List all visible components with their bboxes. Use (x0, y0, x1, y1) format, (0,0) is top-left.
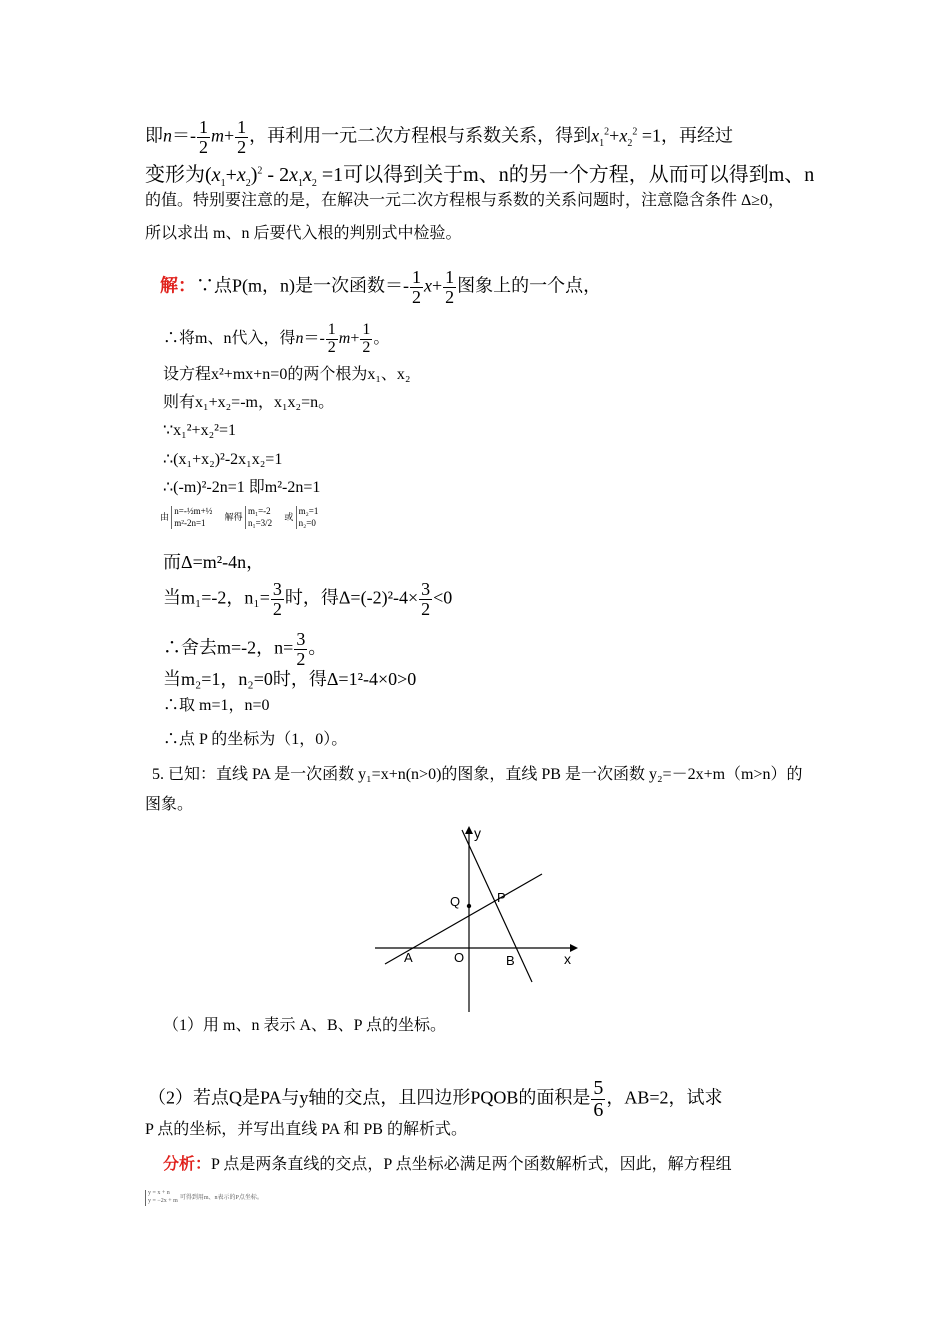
label-q: Q (450, 894, 461, 909)
x-axis-arrow-icon (570, 944, 578, 952)
problem5-analysis-tiny: y = x + n y = −2x + m 可得到用m、n表示的P点坐标。 (145, 1190, 263, 1206)
tiny-system: y = x + n y = −2x + m (145, 1190, 178, 1206)
problem5-line-2: 图象。 (145, 796, 194, 813)
problem5-part-1: （1）用 m、n 表示 A、B、P 点的坐标。 (163, 1017, 446, 1034)
solution-line-14: ∴点 P 的坐标为（1，0）。 (163, 731, 348, 748)
coordinate-figure (370, 822, 580, 1012)
analysis-line-1: 即n＝- $\frac{1}{2}$ m+ $\frac{1}{2}$ ，再利用一元二次方程根与系数关系，得到$x_1^2+x_2^2 =1$，再经过 (145, 117, 733, 157)
solution-line-8: 由 n=-½m+½ m²-2n=1 解得 m₁=-2 n₁=3/2 或 m₂=1 n₂=0 (160, 506, 319, 528)
solution-line-10: 当m₁=-2，n₁= $\frac{3}{2}$ 时，得Δ=(-2)²-4× $\frac{3}{2}$ <0 (163, 579, 453, 619)
label-y: y (474, 825, 481, 841)
label-p: P (497, 890, 506, 905)
system-3: m₂=1 n₂=0 (296, 506, 319, 529)
analysis-line-2: 变形为$(x_1+x_2)^2 - 2x_1x_2 =1$可以得到关于m、n的另一个方程，从而可以得到m、n (145, 164, 815, 189)
solution-line-9: 而Δ=m²-4n， (163, 552, 265, 572)
label-a: A (404, 950, 413, 965)
label-o: O (454, 950, 465, 965)
problem5-part-2-line-2: P 点的坐标，并写出直线 PA 和 PB 的解析式。 (145, 1121, 467, 1138)
problem5-part-2: （2）若点Q是PA与y轴的交点，且四边形PQOB的面积是 $\frac{5}{6}$ ，AB=2，试求 (148, 1077, 723, 1121)
solution-line-5: ∵x₁²+x₂²=1 (163, 422, 236, 439)
fraction-five-sixths: $\frac{5}{6}$ (593, 1077, 604, 1121)
problem5-analysis: 分析：P 点是两条直线的交点，P 点坐标必满足两个函数解析式，因此，解方程组 (163, 1156, 732, 1173)
solution-line-3: 设方程x²+mx+n=0的两个根为x₁、x₂ (163, 366, 411, 383)
solution-line-13: ∴取 m=1，n=0 (163, 697, 270, 714)
solution-line-12: 当m₂=1，n₂=0时，得Δ=1²-4×0>0 (163, 669, 417, 689)
problem5-line-1: 5. 已知：直线 PA 是一次函数 y₁=x+n(n>0)的图象，直线 PB 是一次函数 y₂=－2x+m（m>n）的 (152, 766, 803, 783)
solution-line-6: ∴(x₁+x₂)²-2x₁x₂=1 (163, 451, 283, 468)
label-b: B (506, 953, 515, 968)
y-axis-arrow-icon (465, 826, 473, 834)
system-1: n=-½m+½ m²-2n=1 (171, 506, 212, 529)
analysis-label: 分析： (163, 1156, 212, 1173)
solution-line-1: 解：∵点P(m，n)是一次函数＝- $\frac{1}{2}$ x+ $\frac{1}{2}$ 图象上的一个点， (160, 267, 602, 307)
point-q (467, 904, 471, 908)
label-x: x (564, 951, 571, 967)
fraction-half: $\frac{1}{2}$ (237, 117, 247, 157)
line-pb (462, 830, 532, 982)
solution-line-4: 则有x₁+x₂=-m，x₁x₂=n。 (163, 394, 335, 411)
system-2: m₁=-2 n₁=3/2 (245, 506, 272, 529)
fraction-half: $\frac{1}{2}$ (199, 117, 208, 157)
solution-line-11: ∴舍去m=-2，n= $\frac{3}{2}$ 。 (163, 629, 327, 669)
solution-line-2: ∴将m、n代入，得n＝- $\frac{1}{2}$ m+ $\frac{1}{2}$ 。 (163, 321, 390, 356)
solution-line-7: ∴(-m)²-2n=1 即m²-2n=1 (163, 479, 321, 496)
analysis-line-4: 所以求出 m、n 后要代入根的判别式中检验。 (145, 225, 462, 242)
analysis-line-3: 的值。特别要注意的是，在解决一元二次方程根与系数的关系问题时，注意隐含条件 Δ≥0， (145, 192, 785, 209)
solution-label: 解： (160, 275, 196, 296)
